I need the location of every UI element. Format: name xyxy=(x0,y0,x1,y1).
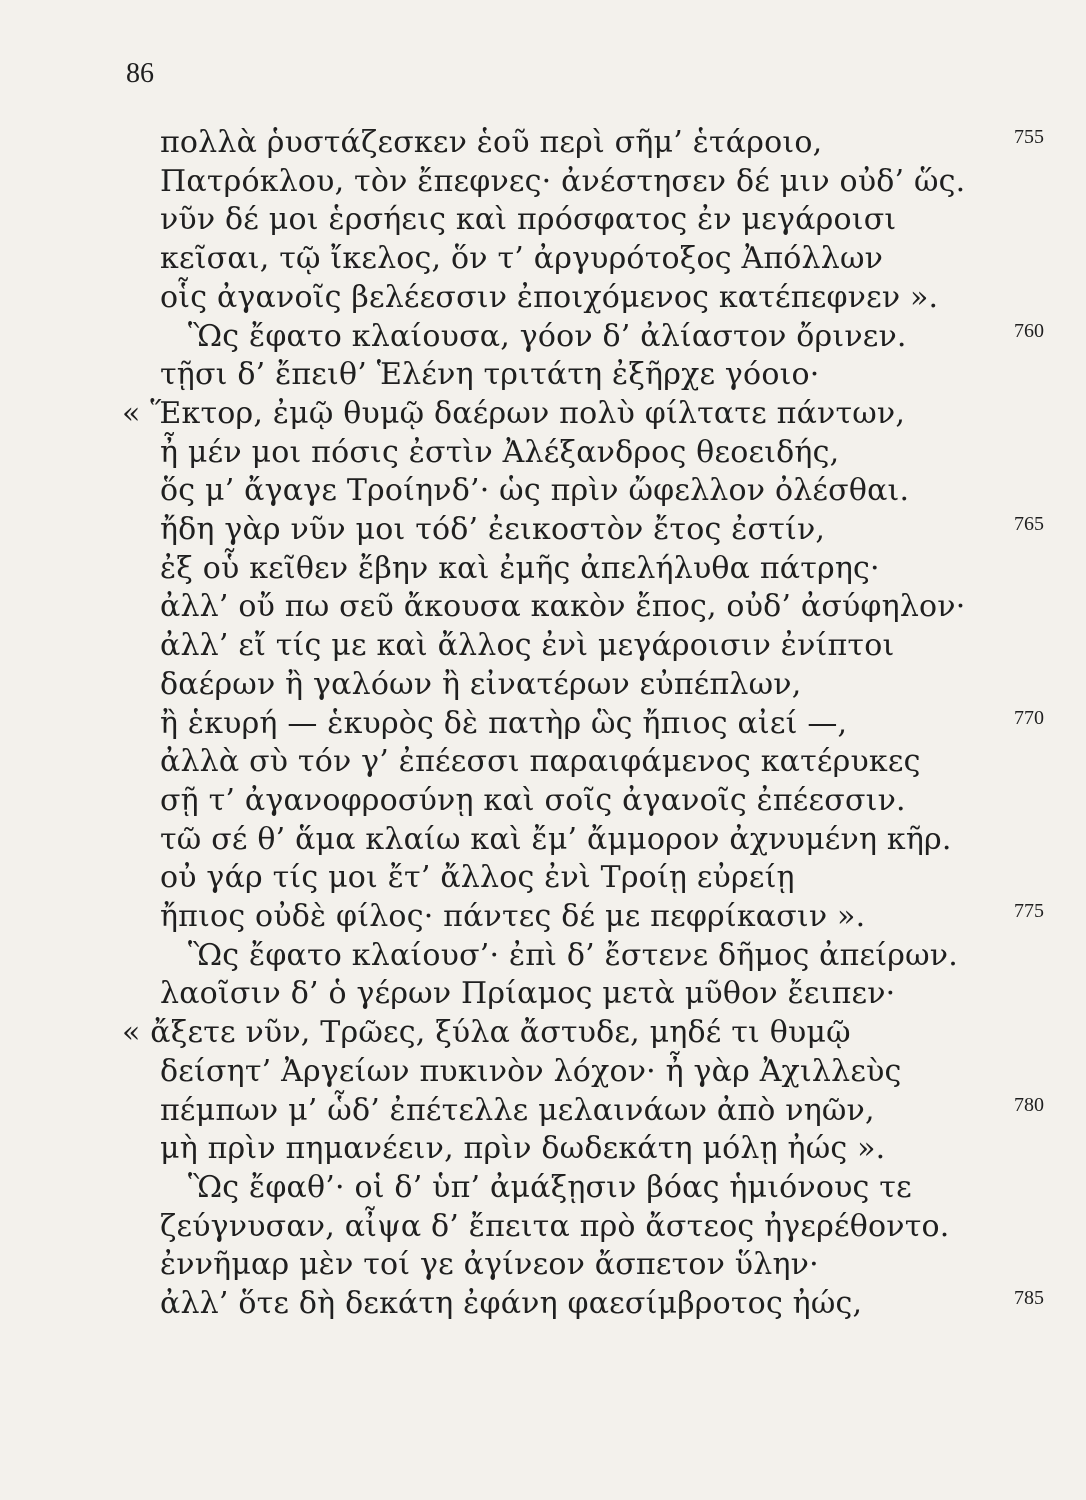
line-number: 775 xyxy=(1014,900,1044,922)
verse-line: ἢ ἑκυρή — ἑκυρὸς δὲ πατὴρ ὣς ἤπιος αἰεί —, xyxy=(160,705,848,741)
verse-line: δαέρων ἢ γαλόων ἢ εἰνατέρων εὐπέπλων, xyxy=(160,666,802,702)
verse-line: οὐ γάρ τίς μοι ἔτ’ ἄλλος ἐνὶ Τροίῃ εὐρείῃ xyxy=(160,860,795,896)
verse-line: κεῖσαι, τῷ ἴκελος, ὅν τ’ ἀργυρότοξος Ἀπόλλων xyxy=(160,241,884,277)
verse-line: τῶ σέ θ’ ἅμα κλαίω καὶ ἔμ’ ἄμμορον ἀχνυμένη κῆρ. xyxy=(160,821,952,857)
verse-line: νῦν δέ μοι ἑρσήεις καὶ πρόσφατος ἐν μεγάροισι xyxy=(160,202,897,238)
verse-line: Πατρόκλου, τὸν ἔπεφνες· ἀνέστησεν δέ μιν οὐδ’ ὥς. xyxy=(160,163,966,199)
verse-line: ἀλλ’ οὔ πω σεῦ ἄκουσα κακὸν ἔπος, οὐδ’ ἀσύφηλον· xyxy=(160,589,966,625)
verse-line: σῇ τ’ ἀγανοφροσύνῃ καὶ σοῖς ἀγανοῖς ἐπέεσσιν. xyxy=(160,782,906,818)
verse-line: μὴ πρὶν πημανέειν, πρὶν δωδεκάτη μόλῃ ἠώς ». xyxy=(160,1131,886,1167)
line-number: 760 xyxy=(1014,319,1044,342)
verse-line: τῇσι δ’ ἔπειθ’ Ἑλένη τριτάτη ἐξῆρχε γόοιο· xyxy=(160,357,820,393)
verse-line: « ἄξετε νῦν, Τρῶες, ξύλα ἄστυδε, μηδέ τι θυμῷ xyxy=(122,1015,851,1051)
line-number: 765 xyxy=(1014,513,1044,535)
verse-line: λαοῖσιν δ’ ὁ γέρων Πρίαμος μετὰ μῦθον ἔειπεν· xyxy=(160,976,896,1012)
verse-line: ἦ μέν μοι πόσις ἐστὶν Ἀλέξανδρος θεοειδής, xyxy=(160,434,840,470)
verse-line: οἷς ἀγανοῖς βελέεσσιν ἐποιχόμενος κατέπεφνεν ». xyxy=(160,279,939,315)
verse-line: ἐννῆμαρ μὲν τοί γε ἀγίνεον ἄσπετον ὕλην· xyxy=(160,1247,819,1283)
verse-line: ζεύγνυσαν, αἶψα δ’ ἔπειτα πρὸ ἄστεος ἠγερέθοντο. xyxy=(160,1208,950,1244)
line-number: 755 xyxy=(1014,126,1044,148)
verse-line: ἐξ οὗ κεῖθεν ἔβην καὶ ἐμῆς ἀπελήλυθα πάτρης· xyxy=(160,550,880,586)
verse-line: « Ἕκτορ, ἐμῷ θυμῷ δαέρων πολὺ φίλτατε πάντων, xyxy=(122,395,906,431)
verse-line: ἤπιος οὐδὲ φίλος· πάντες δέ με πεφρίκασιν ». xyxy=(160,899,866,934)
verse-line: πέμπων μ’ ὧδ’ ἐπέτελλε μελαινάων ἀπὸ νηῶν, xyxy=(160,1092,875,1128)
verse-line: ἤδη γὰρ νῦν μοι τόδ’ ἐεικοστὸν ἔτος ἐστίν, xyxy=(160,512,826,547)
page-number: 86 xyxy=(126,58,154,89)
verse-line: πολλὰ ῥυστάζεσκεν ἑοῦ περὶ σῆμ’ ἑτάροιο, xyxy=(160,125,823,160)
verse-line: ὅς μ’ ἄγαγε Τροίηνδ’· ὡς πρὶν ὤφελλον ὀλέσθαι. xyxy=(160,473,910,509)
line-number: 785 xyxy=(1014,1287,1044,1309)
verse-line: Ὣς ἔφατο κλαίουσα, γόον δ’ ἀλίαστον ὄρινεν. xyxy=(188,318,907,354)
verse-line: Ὣς ἔφατο κλαίουσ’· ἐπὶ δ’ ἔστενε δῆμος ἀπείρων. xyxy=(188,937,958,973)
line-number: 770 xyxy=(1014,706,1044,729)
verse-line: ἀλλὰ σὺ τόν γ’ ἐπέεσσι παραιφάμενος κατέρυκες xyxy=(160,744,921,780)
verse-line: ἀλλ’ εἴ τίς με καὶ ἄλλος ἐνὶ μεγάροισιν ἐνίπτοι xyxy=(160,628,895,664)
line-number: 780 xyxy=(1014,1093,1044,1116)
verse-line: Ὣς ἔφαθ’· οἱ δ’ ὑπ’ ἀμάξῃσιν βόας ἡμιόνους τε xyxy=(188,1169,912,1205)
verse-line: δείσητ’ Ἀργείων πυκινὸν λόχον· ἦ γὰρ Ἀχιλλεὺς xyxy=(160,1053,902,1089)
verse-line: ἀλλ’ ὅτε δὴ δεκάτη ἐφάνη φαεσίμβροτος ἠώς, xyxy=(160,1286,863,1321)
